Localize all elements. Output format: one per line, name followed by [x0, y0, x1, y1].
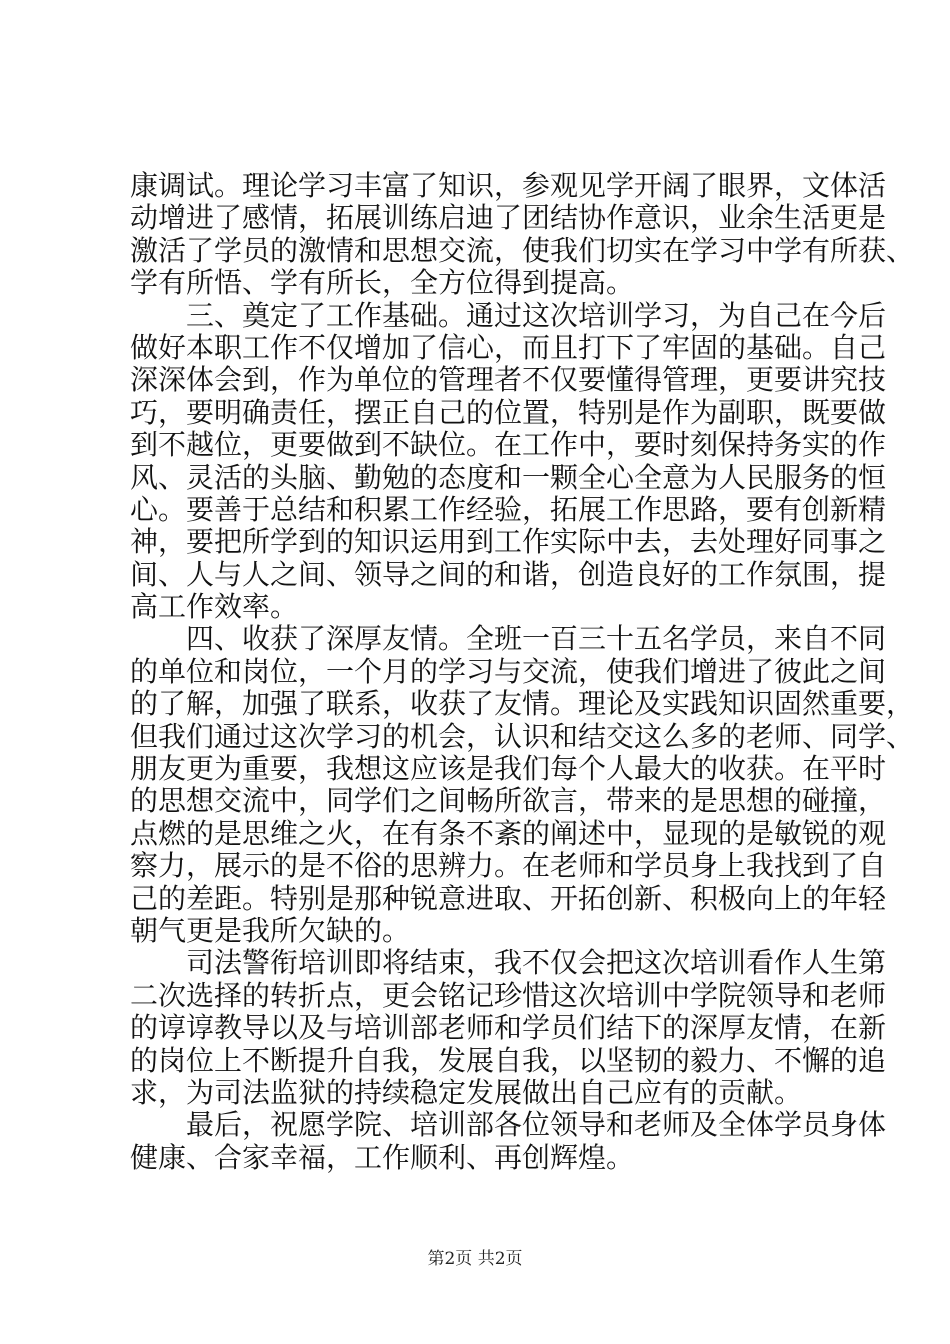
- text-line: 但我们通过这次学习的机会，认识和结交这么多的老师、同学、: [130, 719, 915, 753]
- page-footer: 第2页 共2页: [427, 1249, 523, 1269]
- text-line: 的单位和岗位，一个月的学习与交流，使我们增进了彼此之间: [130, 654, 887, 688]
- text-line: 深深体会到，作为单位的管理者不仅要懂得管理，更要讲究技: [130, 363, 887, 397]
- text-line: 动增进了感情，拓展训练启迪了团结协作意识，业余生活更是: [130, 201, 887, 235]
- text-line: 到不越位，更要做到不缺位。在工作中，要时刻保持务实的作: [130, 428, 887, 462]
- text-line: 二次选择的转折点，更会铭记珍惜这次培训中学院领导和老师: [130, 978, 887, 1012]
- text-line: 健康、合家幸福，工作顺利、再创辉煌。: [130, 1140, 635, 1174]
- text-line: 学有所悟、学有所长，全方位得到提高。: [130, 266, 635, 300]
- text-line: 司法警衔培训即将结束，我不仅会把这次培训看作人生第: [130, 946, 887, 980]
- text-line: 求，为司法监狱的持续稳定发展做出自己应有的贡献。: [130, 1075, 803, 1109]
- text-line: 的思想交流中，同学们之间畅所欲言，带来的是思想的碰撞，: [130, 784, 887, 818]
- text-line: 的谆谆教导以及与培训部老师和学员们结下的深厚友情，在新: [130, 1011, 887, 1045]
- text-line: 做好本职工作不仅增加了信心，而且打下了牢固的基础。自己: [130, 330, 887, 364]
- body-text: [130, 169, 915, 1174]
- text-line: 最后，祝愿学院、培训部各位领导和老师及全体学员身体: [130, 1108, 887, 1142]
- text-line: 的岗位上不断提升自我，发展自我，以坚韧的毅力、不懈的追: [130, 1043, 887, 1077]
- text-line: 的了解，加强了联系，收获了友情。理论及实践知识固然重要，: [130, 687, 915, 721]
- text-line: 神，要把所学到的知识运用到工作实际中去，去处理好同事之: [130, 525, 887, 559]
- text-line: 心。要善于总结和积累工作经验，拓展工作思路，要有创新精: [130, 492, 887, 526]
- text-line: 间、人与人之间、领导之间的和谐，创造良好的工作氛围，提: [130, 557, 887, 591]
- text-line: 激活了学员的激情和思想交流，使我们切实在学习中学有所获、: [130, 233, 915, 267]
- text-line: 风、灵活的头脑、勤勉的态度和一颗全心全意为人民服务的恒: [130, 460, 887, 494]
- text-line: 点燃的是思维之火，在有条不紊的阐述中，显现的是敏锐的观: [130, 816, 887, 850]
- text-line: 巧，要明确责任，摆正自己的位置，特别是作为副职，既要做: [130, 395, 887, 429]
- text-line: 己的差距。特别是那种锐意进取、开拓创新、积极向上的年轻: [130, 881, 887, 915]
- text-line: 康调试。理论学习丰富了知识，参观见学开阔了眼界，文体活: [130, 169, 887, 202]
- text-line: 四、收获了深厚友情。全班一百三十五名学员，来自不同: [130, 622, 887, 656]
- text-line: 高工作效率。: [130, 590, 299, 624]
- text-line: 朋友更为重要，我想这应该是我们每个人最大的收获。在平时: [130, 752, 887, 786]
- text-line: 三、奠定了工作基础。通过这次培训学习，为自己在今后: [130, 298, 887, 332]
- text-line: 察力，展示的是不俗的思辨力。在老师和学员身上我找到了自: [130, 849, 887, 883]
- text-line: 朝气更是我所欠缺的。: [130, 913, 411, 947]
